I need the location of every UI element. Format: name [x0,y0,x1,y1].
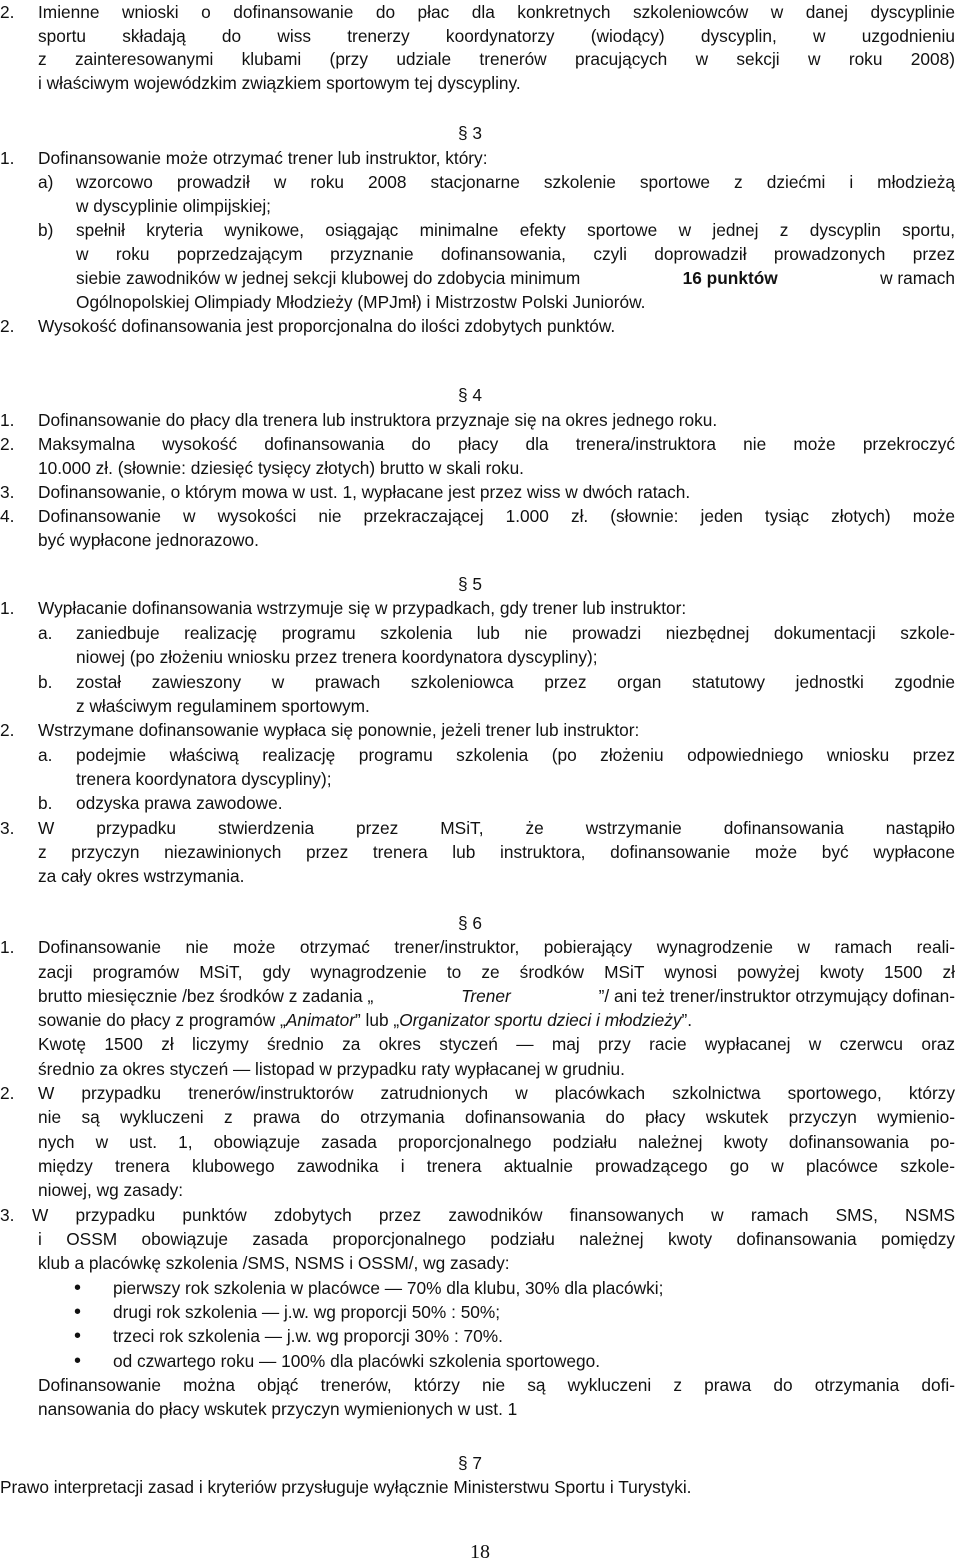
text: Dofinansowanie może otrzymać trener lub instruktor, który: [38,148,488,168]
item-letter: a. [38,745,53,765]
text-mixed [76,266,955,290]
text: nie są wykluczeni z prawa do otrzymania dofinansowania do płacy wskutek przyczyn wymienio- [38,1107,955,1127]
bullet-item [0,1324,960,1348]
text: ”/ ani też trener/instruktor otrzymujący dofinan- [598,986,955,1006]
item-number: 2. [0,1083,15,1103]
text: ”. [681,1010,693,1030]
text-line [0,791,960,815]
bullet-item [0,1349,960,1373]
text: podejmie właściwą realizację programu szkolenia (po złożeniu odpowiedniego wniosku przez [76,745,955,765]
text-line [0,1032,960,1056]
item-number: 1. [0,148,15,168]
text: od czwartego roku — 100% dla placówki szkolenia sportowego. [113,1351,601,1371]
text-line [0,1475,960,1499]
item-letter: b) [38,220,54,240]
text: wzorcowo prowadził w roku 2008 stacjonarne szkolenie sportowe z dziećmi i młodzieżą [76,172,955,192]
page-number: 18 [470,1541,490,1563]
text: W przypadku trenerów/instruktorów zatrudnionych w placówkach szkolnictwa sportowego, którzy [38,1083,955,1103]
text: i OSSM obowiązuje zasada proporcjonalnego podziału należnej kwoty dofinansowania pomiędzy [38,1229,955,1249]
bullet-item [0,1276,960,1300]
text-line [0,242,960,266]
text: Wypłacanie dofinansowania wstrzymuje się w przypadkach, gdy trener lub instruktor: [38,598,687,618]
text: nych w ust. 1, obowiązuje zasada proporcjonalnego podziału należnej kwoty dofinansowania po- [38,1132,955,1152]
item-number: 2. [0,434,15,454]
item-number: 1. [0,410,15,430]
text-mixed [38,1008,692,1032]
item-number: 3. [0,1205,15,1225]
text-line [0,621,960,645]
bullet-icon: • [74,1325,82,1347]
text-line [0,1178,960,1202]
text-line [0,743,960,767]
program-name: Trener [461,986,511,1006]
text: Maksymalna wysokość dofinansowania do płacy dla trenera/instruktora nie może przekroczyć [38,434,955,454]
text: Wstrzymane dofinansowanie wypłaca się ponownie, jeżeli trener lub instruktor: [38,720,640,740]
text-line [0,596,960,620]
section-heading: § 6 [458,913,483,933]
text-line [0,767,960,791]
text-line [0,984,960,1008]
section-heading: § 5 [458,574,483,594]
program-name: Organizator sportu dzieci i młodzieży [399,1010,682,1030]
text: niowej, wg zasady: [38,1180,184,1200]
text: brutto miesięcznie /bez środków z zadania „ [38,986,374,1006]
text-line [0,0,960,24]
text-line [0,1251,960,1275]
text: sportu składają do wiss trenerzy koordynatorzy (wiodący) dyscyplin, w uzgodnieniu [38,26,955,46]
text: średnio za okres styczeń — listopad w przypadku raty wypłacanej w grudniu. [38,1059,625,1079]
text-line [0,218,960,242]
text: w roku poprzedzającym przyznanie dofinansowania, czyli doprowadził prowadzonych przez [76,244,955,264]
bullet-icon: • [74,1301,82,1323]
bullet-icon: • [74,1277,82,1299]
item-number: 3. [0,818,15,838]
item-number: 2. [0,720,15,740]
text: Wysokość dofinansowania jest proporcjonalna do ilości zdobytych punktów. [38,316,616,336]
text: ” lub „ [354,1010,400,1030]
item-number: 4. [0,506,15,526]
item-letter: a. [38,623,53,643]
text: klub a placówkę szkolenia /SMS, NSMS i OSSM/, wg zasady: [38,1253,510,1273]
text: w dyscyplinie olimpijskiej; [76,196,271,216]
text: być wypłacone jednorazowo. [38,530,259,550]
text: Ogólnopolskiej Olimpiady Młodzieży (MPJmł) i Mistrzostw Polski Juniorów. [76,292,646,312]
text: Imienne wnioski o dofinansowanie do płac dla konkretnych szkoleniowców w danej dyscyplinie [38,2,955,22]
text-line [0,718,960,742]
text: w ramach [880,268,955,288]
section-heading: § 7 [458,1453,483,1473]
text-line [0,1008,960,1032]
bullet-item [0,1300,960,1324]
text-line [0,1227,960,1251]
text: drugi rok szkolenia — j.w. wg proporcji 50% : 50%; [113,1302,501,1322]
text-line [0,1081,960,1105]
text-line [0,864,960,888]
item-number: 2. [0,2,15,22]
text: siebie zawodników w jednej sekcji klubowej do zdobycia minimum [76,268,581,288]
program-name: Animator [285,1010,355,1030]
text-line [0,314,960,338]
points-emphasis: 16 punktów [682,268,778,288]
text-line [0,432,960,456]
text-line [0,1203,960,1227]
item-number: 3. [0,482,15,502]
text: Dofinansowanie do płacy dla trenera lub instruktora przyznaje się na okres jednego roku. [38,410,718,430]
text-line [0,960,960,984]
text-line [0,71,960,95]
text-line [0,1105,960,1129]
text-line [0,1130,960,1154]
item-number: 2. [0,316,15,336]
text: W przypadku stwierdzenia przez MSiT, że wstrzymanie dofinansowania nastąpiło [38,818,955,838]
text: Prawo interpretacji zasad i kryteriów przysługuje wyłącznie Ministerstwu Sportu i Turystyki. [0,1477,692,1497]
text: pierwszy rok szkolenia w placówce — 70% dla klubu, 30% dla placówki; [113,1278,664,1298]
item-letter: a) [38,172,54,192]
text: z właściwym regulaminem sportowym. [76,696,370,716]
text-line [0,1057,960,1081]
text-line [0,1373,960,1397]
text: nansowania do płacy wskutek przyczyn wymienionych w ust. 1 [38,1399,518,1419]
text-line [0,408,960,432]
section-heading: § 4 [458,385,483,405]
text-line [0,645,960,669]
text: W przypadku punktów zdobytych przez zawodników finansowanych w ramach SMS, NSMS [32,1205,955,1225]
text: odzyska prawa zawodowe. [76,793,283,813]
text-line [0,24,960,48]
text-line [0,146,960,170]
text-line [0,816,960,840]
text: zacji programów MSiT, gdy wynagrodzenie to ze środków MSiT wynosi powyżej kwoty 1500 zł [38,962,955,982]
text: zaniedbuje realizację programu szkolenia lub nie prowadzi niezbędnej dokumentacji szkole- [76,623,955,643]
text: z przyczyn niezawinionych przez trenera lub instruktora, dofinansowanie może być wypłacone [38,842,955,862]
text-line [0,840,960,864]
text-line [0,1154,960,1178]
text-line [0,194,960,218]
text-line [0,670,960,694]
text-line [0,480,960,504]
text-line [0,290,960,314]
text: i właściwym wojewódzkim związkiem sportowym tej dyscypliny. [38,73,521,93]
text: między trenera klubowego zawodnika i trenera aktualnie prowadzącego go w placówce szkole- [38,1156,955,1176]
text: spełnił kryteria wynikowe, osiągając minimalne efekty sportowe w jednej z dyscyplin sportu, [76,220,955,240]
text: za cały okres wstrzymania. [38,866,245,886]
text: Kwotę 1500 zł liczymy średnio za okres styczeń — maj przy racie wypłacanej w czerwcu oraz [38,1034,955,1054]
text: niowej (po złożeniu wniosku przez trenera koordynatora dyscypliny); [76,647,598,667]
text: z zainteresowanymi klubami (przy udziale trenerów pracujących w sekcji w roku 2008) [38,49,955,69]
text: trzeci rok szkolenia — j.w. wg proporcji 30% : 70%. [113,1326,503,1346]
text-line [0,935,960,959]
section-heading: § 3 [458,123,483,143]
text-line [0,170,960,194]
text-line [0,1397,960,1421]
text: trenera koordynatora dyscypliny); [76,769,332,789]
text: sowanie do płacy z programów „ [38,1010,286,1030]
text-line [0,456,960,480]
text: Dofinansowanie w wysokości nie przekraczającej 1.000 zł. (słownie: jeden tysiąc złotych) może [38,506,955,526]
bullet-icon: • [74,1350,82,1372]
text-line [0,528,960,552]
text-mixed [38,984,955,1008]
text: 10.000 zł. (słownie: dziesięć tysięcy złotych) brutto w skali roku. [38,458,524,478]
text-line [0,266,960,290]
text: Dofinansowanie można objąć trenerów, którzy nie są wykluczeni z prawa do otrzymania dofi- [38,1375,955,1395]
text-line [0,47,960,71]
item-letter: b. [38,793,53,813]
text: został zawieszony w prawach szkoleniowca przez organ statutowy jednostki zgodnie [76,672,955,692]
text-line [0,504,960,528]
text: Dofinansowanie nie może otrzymać trener/instruktor, pobierający wynagrodzenie w ramach reali- [38,937,955,957]
item-letter: b. [38,672,53,692]
item-number: 1. [0,937,15,957]
text: Dofinansowanie, o którym mowa w ust. 1, wypłacane jest przez wiss w dwóch ratach. [38,482,691,502]
text-line [0,694,960,718]
item-number: 1. [0,598,15,618]
